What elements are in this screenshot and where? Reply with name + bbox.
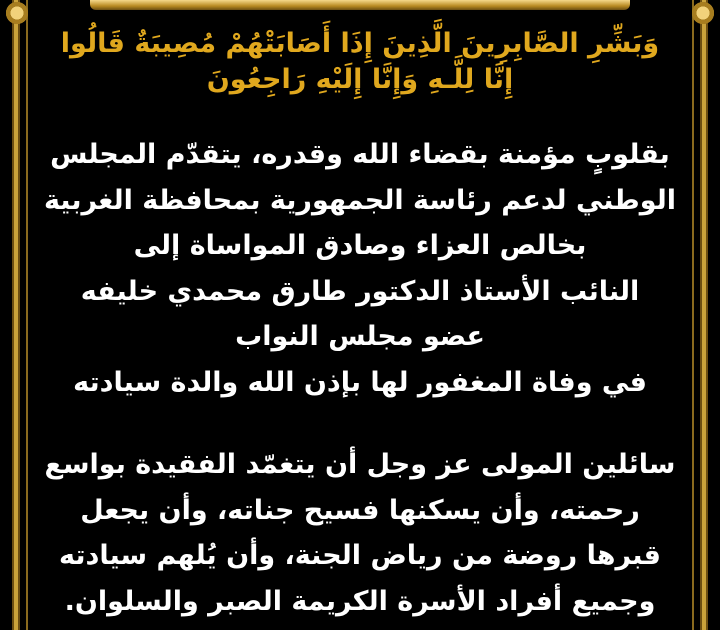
quran-verse [40, 26, 680, 98]
frame-ornament-icon [690, 0, 716, 26]
message-line: رحمته، وأن يسكنها فسيح جناته، وأن يجعل [80, 494, 640, 526]
verse-line: وَبَشِّرِ الصَّابِرِينَ الَّذِينَ إِذَا أَصَابَتْهُمْ مُصِيبَةٌ قَالُوا [60, 28, 660, 59]
message-line: عضو مجلس النواب [235, 321, 485, 352]
message-line: قبرها روضة من رياض الجنة، وأن يُلهم سيادته [59, 540, 661, 571]
message-line: بقلوبٍ مؤمنة بقضاء الله وقدره، يتقدّم المجلس [50, 139, 670, 170]
message-line: النائب الأستاذ الدكتور طارق محمدي خليفه [80, 275, 640, 307]
message-line: وجميع أفراد الأسرة الكريمة الصبر والسلوان. [64, 585, 656, 617]
message-line: الوطني لدعم رئاسة الجمهورية بمحافظة الغربية [43, 184, 677, 216]
verse-line: إِنَّا لِلَّـهِ وَإِنَّا إِلَيْهِ رَاجِعُونَ [206, 64, 514, 95]
message-line: سائلين المولى عز وجل أن يتغمّد الفقيدة بواسع [44, 449, 676, 480]
gold-ribbon-bar [90, 0, 630, 10]
message-line: في وفاة المغفور لها بإذن الله والدة سيادته [73, 366, 647, 398]
condolence-message [40, 132, 680, 624]
message-line: بخالص العزاء وصادق المواساة إلى [133, 230, 587, 261]
frame-ornament-icon [4, 0, 30, 26]
paragraph-gap [40, 405, 680, 442]
